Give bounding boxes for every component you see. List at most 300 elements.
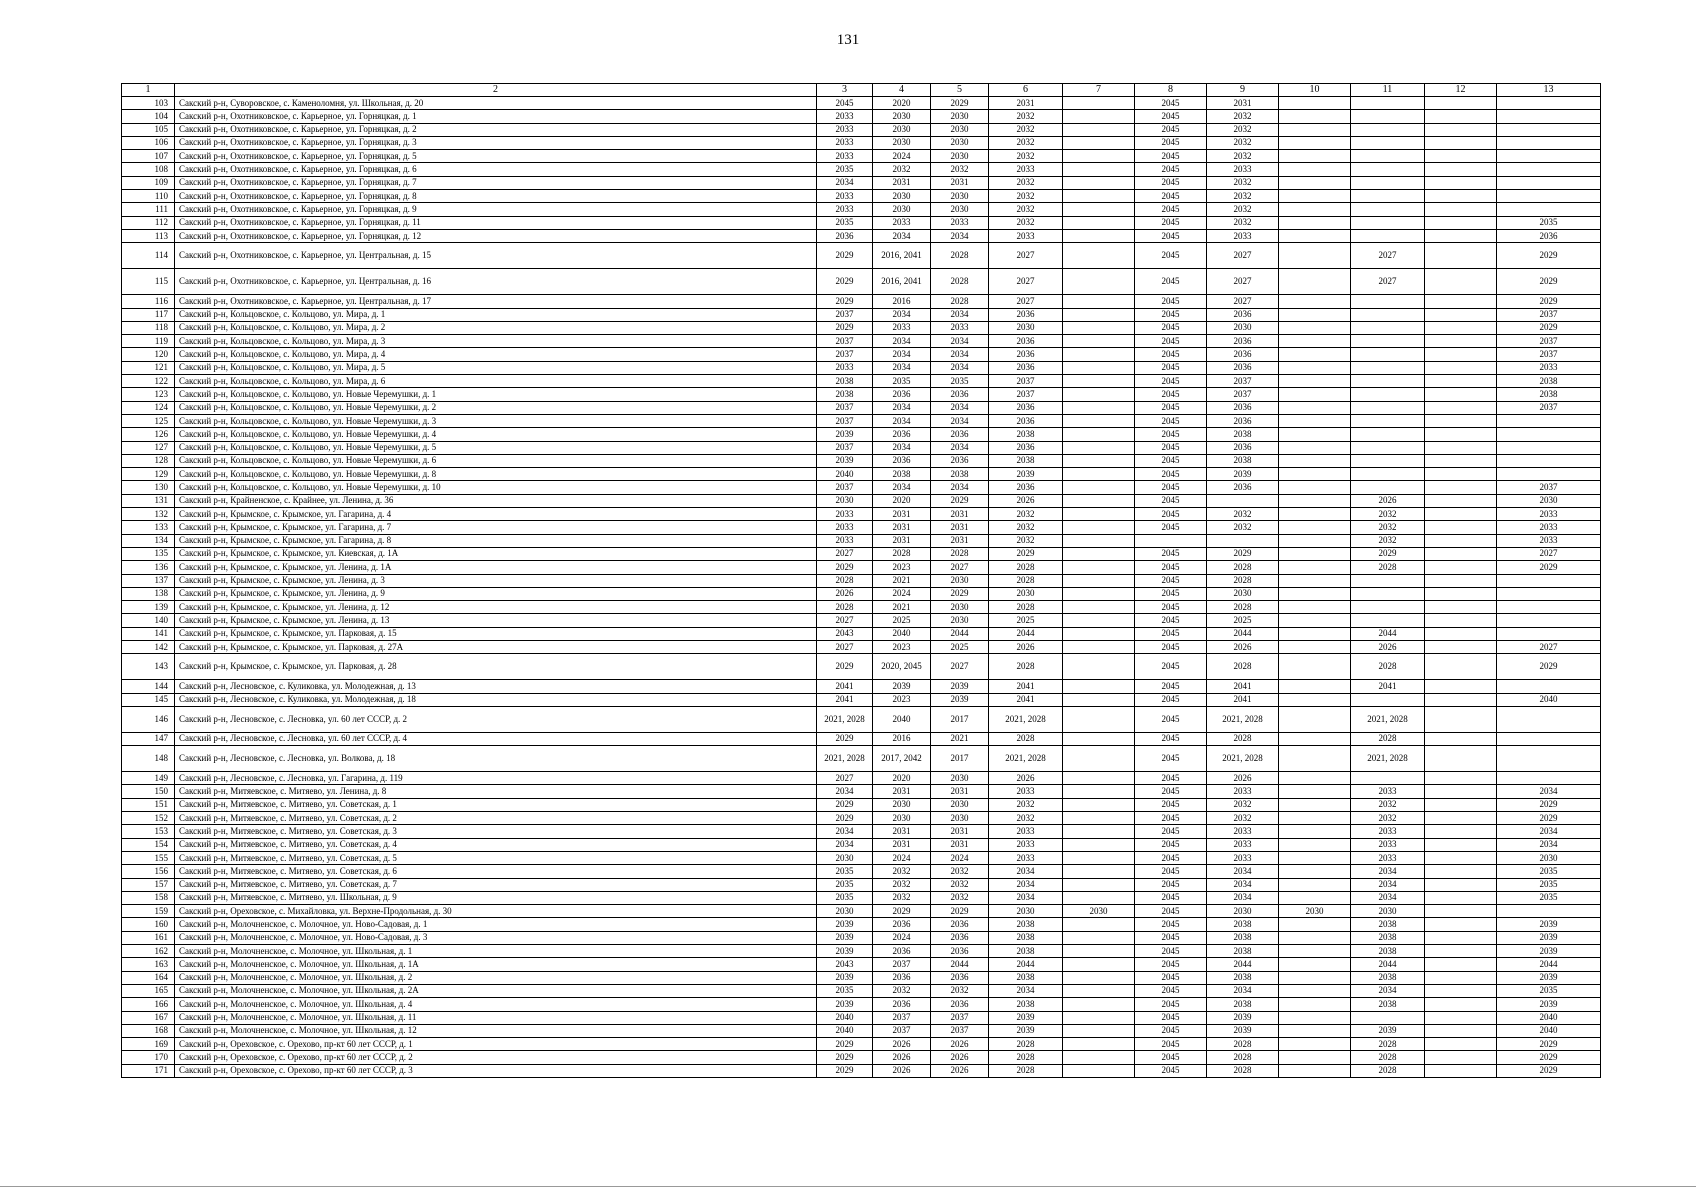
year-cell: 2033 [1351,851,1425,864]
year-cell: 2032 [989,150,1063,163]
row-number-cell: 155 [122,851,175,864]
year-cell: 2034 [817,838,873,851]
row-number-cell: 150 [122,785,175,798]
year-cell: 2045 [1135,812,1207,825]
year-cell [1425,321,1497,334]
row-number-cell: 109 [122,176,175,189]
year-cell: 2045 [1135,654,1207,680]
year-cell [1279,335,1351,348]
year-cell: 2033 [1207,229,1279,242]
year-cell [1497,587,1601,600]
table-row [122,441,1601,454]
year-cell [1279,481,1351,494]
year-cell: 2045 [1135,1064,1207,1077]
year-cell [1279,785,1351,798]
table-row [122,508,1601,521]
address-cell: Сакский р-н, Ореховское, с. Орехово, пр-кт 60 лет СССР, д. 3 [175,1064,817,1077]
row-number-cell: 106 [122,136,175,149]
row-number-cell: 108 [122,163,175,176]
address-cell: Сакский р-н, Ореховское, с. Орехово, пр-кт 60 лет СССР, д. 2 [175,1051,817,1064]
year-cell [1279,468,1351,481]
year-cell: 2031 [873,508,931,521]
year-cell: 2028 [989,574,1063,587]
year-cell: 2034 [1207,984,1279,997]
year-cell [1497,905,1601,918]
address-cell: Сакский р-н, Охотниковское, с. Карьерное, ул. Горняцкая, д. 12 [175,229,817,242]
year-cell: 2028 [1207,1051,1279,1064]
year-cell: 2029 [1497,243,1601,269]
year-cell [1279,614,1351,627]
year-cell [1425,110,1497,123]
year-cell: 2021, 2028 [989,746,1063,772]
address-cell: Сакский р-н, Крымское, с. Крымское, ул. Ленина, д. 1А [175,561,817,574]
year-cell: 2045 [1135,601,1207,614]
year-cell: 2028 [989,1051,1063,1064]
year-cell: 2036 [989,481,1063,494]
column-header-12: 12 [1425,84,1497,97]
year-cell: 2029 [817,1051,873,1064]
year-cell: 2032 [1207,123,1279,136]
year-cell: 2030 [931,601,989,614]
year-cell: 2016 [873,732,931,745]
year-cell: 2037 [989,388,1063,401]
year-cell: 2028 [989,561,1063,574]
year-cell [1063,243,1135,269]
year-cell: 2034 [1497,825,1601,838]
year-cell: 2036 [817,229,873,242]
year-cell [1425,918,1497,931]
year-cell: 2037 [873,1011,931,1024]
year-cell [1497,163,1601,176]
year-cell: 2030 [1207,587,1279,600]
year-cell: 2032 [989,812,1063,825]
address-cell: Сакский р-н, Крымское, с. Крымское, ул. Ленина, д. 13 [175,614,817,627]
address-cell: Сакский р-н, Охотниковское, с. Карьерное, ул. Центральная, д. 16 [175,269,817,295]
address-cell: Сакский р-н, Ореховское, с. Михайловка, ул. Верхне-Продольная, д. 30 [175,905,817,918]
year-cell: 2045 [1135,401,1207,414]
year-cell [1425,428,1497,441]
year-cell: 2034 [873,229,931,242]
row-number-cell: 152 [122,812,175,825]
address-cell: Сакский р-н, Охотниковское, с. Карьерное, ул. Горняцкая, д. 2 [175,123,817,136]
year-cell: 2037 [1497,481,1601,494]
year-cell: 2028 [1351,561,1425,574]
year-cell: 2028 [817,574,873,587]
year-cell: 2037 [1497,335,1601,348]
year-cell [1425,785,1497,798]
year-cell: 2045 [1135,561,1207,574]
year-cell [1279,454,1351,467]
year-cell [1063,971,1135,984]
year-cell: 2027 [1351,243,1425,269]
address-cell: Сакский р-н, Кольцовское, с. Кольцово, ул. Мира, д. 4 [175,348,817,361]
year-cell [1425,534,1497,547]
year-cell [1425,838,1497,851]
year-cell: 2032 [873,984,931,997]
year-cell: 2034 [931,414,989,427]
year-cell: 2029 [931,494,989,507]
table-row [122,627,1601,640]
year-cell [1279,1024,1351,1037]
year-cell: 2026 [989,640,1063,653]
year-cell: 2045 [1135,1011,1207,1024]
year-cell [1279,865,1351,878]
table-row [122,812,1601,825]
year-cell [1497,614,1601,627]
year-cell: 2034 [873,441,931,454]
row-number-cell: 137 [122,574,175,587]
year-cell: 2045 [1135,693,1207,706]
year-cell [1279,494,1351,507]
year-cell: 2038 [1351,998,1425,1011]
year-cell: 2032 [989,216,1063,229]
year-cell [1425,654,1497,680]
year-cell [1279,414,1351,427]
year-cell: 2039 [1497,998,1601,1011]
year-cell [1279,798,1351,811]
year-cell [1063,746,1135,772]
year-cell: 2031 [931,534,989,547]
year-cell [1279,534,1351,547]
year-cell: 2039 [931,693,989,706]
year-cell: 2028 [1351,1051,1425,1064]
address-cell: Сакский р-н, Крымское, с. Крымское, ул. Ленина, д. 3 [175,574,817,587]
year-cell: 2044 [1207,958,1279,971]
year-cell: 2045 [1135,150,1207,163]
year-cell: 2032 [1207,110,1279,123]
year-cell [1425,547,1497,560]
year-cell: 2032 [1351,798,1425,811]
address-cell: Сакский р-н, Крымское, с. Крымское, ул. Ленина, д. 9 [175,587,817,600]
year-cell: 2039 [873,680,931,693]
year-cell: 2032 [989,190,1063,203]
year-cell: 2045 [1135,521,1207,534]
year-cell [1279,295,1351,308]
year-cell: 2029 [817,295,873,308]
year-cell [1497,627,1601,640]
table-row [122,348,1601,361]
year-cell: 2027 [1497,547,1601,560]
year-cell [1279,508,1351,521]
table-row [122,308,1601,321]
table-row [122,321,1601,334]
year-cell: 2032 [989,798,1063,811]
year-cell: 2029 [1497,812,1601,825]
year-cell: 2033 [817,150,873,163]
year-cell: 2041 [989,693,1063,706]
year-cell: 2045 [1135,587,1207,600]
address-cell: Сакский р-н, Молочненское, с. Молочное, ул. Ново-Садовая, д. 1 [175,918,817,931]
year-cell: 2029 [817,654,873,680]
row-number-cell: 144 [122,680,175,693]
address-cell: Сакский р-н, Молочненское, с. Молочное, ул. Школьная, д. 12 [175,1024,817,1037]
year-cell: 2030 [873,110,931,123]
year-cell: 2045 [1135,203,1207,216]
year-cell: 2040 [817,1024,873,1037]
address-cell: Сакский р-н, Крымское, с. Крымское, ул. Парковая, д. 27А [175,640,817,653]
address-cell: Сакский р-н, Охотниковское, с. Карьерное, ул. Горняцкая, д. 1 [175,110,817,123]
address-cell: Сакский р-н, Охотниковское, с. Карьерное, ул. Горняцкая, д. 3 [175,136,817,149]
year-cell [1425,163,1497,176]
year-cell: 2027 [1497,640,1601,653]
year-cell: 2034 [1207,878,1279,891]
year-cell: 2030 [931,772,989,785]
year-cell: 2045 [1135,838,1207,851]
year-cell [1279,640,1351,653]
year-cell: 2034 [873,414,931,427]
table-row [122,561,1601,574]
year-cell [1425,1024,1497,1037]
year-cell: 2033 [1497,521,1601,534]
year-cell: 2045 [1135,428,1207,441]
year-cell: 2025 [1207,614,1279,627]
year-cell [1063,561,1135,574]
year-cell: 2031 [873,534,931,547]
year-cell [1351,1011,1425,1024]
address-cell: Сакский р-н, Молочненское, с. Молочное, ул. Школьная, д. 4 [175,998,817,1011]
table-row [122,984,1601,997]
year-cell [1497,680,1601,693]
year-cell [1063,123,1135,136]
year-cell [1425,176,1497,189]
year-cell: 2039 [1351,1024,1425,1037]
address-cell: Сакский р-н, Митяевское, с. Митяево, ул. Советская, д. 5 [175,851,817,864]
address-cell: Сакский р-н, Охотниковское, с. Карьерное, ул. Горняцкая, д. 9 [175,203,817,216]
year-cell: 2036 [1207,441,1279,454]
year-cell: 2038 [1351,918,1425,931]
year-cell [1279,163,1351,176]
year-cell [1425,706,1497,732]
year-cell: 2031 [989,97,1063,110]
year-cell: 2030 [931,190,989,203]
year-cell: 2036 [931,945,989,958]
year-cell: 2037 [817,441,873,454]
year-cell: 2039 [1207,468,1279,481]
row-number-cell: 154 [122,838,175,851]
address-cell: Сакский р-н, Лесновское, с. Лесновка, ул. 60 лет СССР, д. 4 [175,732,817,745]
year-cell [1351,321,1425,334]
year-cell [1425,812,1497,825]
year-cell [1063,190,1135,203]
year-cell: 2044 [931,958,989,971]
row-number-cell: 129 [122,468,175,481]
year-cell: 2045 [1135,481,1207,494]
schedule-table [121,83,1601,1078]
year-cell [1207,534,1279,547]
year-cell: 2036 [1207,401,1279,414]
year-cell: 2039 [931,680,989,693]
row-number-cell: 169 [122,1038,175,1051]
table-row [122,680,1601,693]
row-number-cell: 167 [122,1011,175,1024]
year-cell [1063,547,1135,560]
year-cell [1425,1038,1497,1051]
column-header-8: 8 [1135,84,1207,97]
year-cell: 2032 [873,865,931,878]
year-cell: 2036 [873,998,931,1011]
row-number-cell: 164 [122,971,175,984]
year-cell: 2034 [873,348,931,361]
year-cell: 2039 [817,918,873,931]
year-cell [1351,401,1425,414]
year-cell: 2034 [873,308,931,321]
year-cell: 2032 [1351,508,1425,521]
year-cell: 2045 [1135,441,1207,454]
year-cell: 2035 [1497,878,1601,891]
year-cell: 2039 [1207,1011,1279,1024]
year-cell [1425,375,1497,388]
year-cell [1063,454,1135,467]
row-number-cell: 165 [122,984,175,997]
year-cell: 2037 [817,335,873,348]
table-row [122,772,1601,785]
address-cell: Сакский р-н, Кольцовское, с. Кольцово, ул. Новые Черемушки, д. 5 [175,441,817,454]
year-cell: 2037 [1497,401,1601,414]
year-cell: 2036 [873,945,931,958]
year-cell: 2028 [931,269,989,295]
year-cell: 2027 [817,614,873,627]
year-cell: 2033 [989,229,1063,242]
year-cell [1497,732,1601,745]
year-cell: 2028 [1351,732,1425,745]
year-cell [1425,508,1497,521]
year-cell: 2034 [873,401,931,414]
column-header-6: 6 [989,84,1063,97]
year-cell [1063,587,1135,600]
table-row [122,838,1601,851]
year-cell [1279,216,1351,229]
year-cell [1425,931,1497,944]
year-cell [1063,150,1135,163]
year-cell: 2033 [817,508,873,521]
year-cell [1425,640,1497,653]
table-row [122,798,1601,811]
year-cell: 2027 [1351,269,1425,295]
year-cell: 2029 [817,798,873,811]
table-row [122,295,1601,308]
address-cell: Сакский р-н, Митяевское, с. Митяево, ул. Советская, д. 4 [175,838,817,851]
row-number-cell: 149 [122,772,175,785]
year-cell: 2028 [817,601,873,614]
year-cell [1063,521,1135,534]
year-cell [1425,825,1497,838]
year-cell [1425,97,1497,110]
year-cell: 2045 [1135,547,1207,560]
year-cell [1279,825,1351,838]
address-cell: Сакский р-н, Кольцовское, с. Кольцово, ул. Мира, д. 6 [175,375,817,388]
year-cell [1063,614,1135,627]
year-cell: 2030 [873,190,931,203]
year-cell: 2045 [1135,984,1207,997]
year-cell [1425,587,1497,600]
year-cell: 2020, 2045 [873,654,931,680]
table-row [122,587,1601,600]
year-cell [1063,1064,1135,1077]
year-cell: 2039 [817,971,873,984]
year-cell [1063,1011,1135,1024]
year-cell: 2041 [1207,680,1279,693]
year-cell: 2017 [931,706,989,732]
year-cell: 2033 [1207,825,1279,838]
year-cell: 2032 [989,203,1063,216]
year-cell: 2041 [1351,680,1425,693]
year-cell [1351,587,1425,600]
year-cell: 2045 [1135,97,1207,110]
year-cell [1351,574,1425,587]
year-cell [1063,163,1135,176]
year-cell [1279,97,1351,110]
year-cell: 2030 [1207,321,1279,334]
address-cell: Сакский р-н, Охотниковское, с. Карьерное, ул. Горняцкая, д. 7 [175,176,817,189]
year-cell: 2021, 2028 [817,746,873,772]
table-row [122,1038,1601,1051]
column-header-3: 3 [817,84,873,97]
row-number-cell: 159 [122,905,175,918]
table-row [122,110,1601,123]
year-cell: 2029 [931,97,989,110]
year-cell: 2036 [873,918,931,931]
year-cell [1063,574,1135,587]
year-cell: 2020 [873,772,931,785]
year-cell [1497,574,1601,587]
year-cell [1425,269,1497,295]
year-cell: 2045 [1135,998,1207,1011]
year-cell: 2034 [1497,785,1601,798]
address-cell: Сакский р-н, Молочненское, с. Молочное, ул. Школьная, д. 1А [175,958,817,971]
year-cell [1063,601,1135,614]
year-cell [1063,891,1135,904]
year-cell: 2039 [1497,971,1601,984]
row-number-cell: 111 [122,203,175,216]
year-cell: 2036 [989,414,1063,427]
year-cell: 2029 [1207,547,1279,560]
year-cell: 2029 [989,547,1063,560]
year-cell: 2030 [931,110,989,123]
table-row [122,574,1601,587]
year-cell [1279,574,1351,587]
year-cell [1425,693,1497,706]
year-cell [1351,454,1425,467]
year-cell: 2030 [873,136,931,149]
year-cell: 2036 [1207,481,1279,494]
row-number-cell: 125 [122,414,175,427]
year-cell: 2031 [873,825,931,838]
year-cell: 2045 [1135,746,1207,772]
table-row [122,640,1601,653]
year-cell: 2027 [989,269,1063,295]
year-cell: 2033 [873,216,931,229]
address-cell: Сакский р-н, Митяевское, с. Митяево, ул. Школьная, д. 9 [175,891,817,904]
year-cell: 2030 [873,123,931,136]
year-cell: 2032 [931,984,989,997]
year-cell [1425,136,1497,149]
row-number-cell: 157 [122,878,175,891]
year-cell: 2031 [1207,97,1279,110]
year-cell: 2032 [1207,508,1279,521]
year-cell: 2033 [817,203,873,216]
year-cell: 2034 [1207,891,1279,904]
year-cell: 2045 [1135,414,1207,427]
year-cell [1063,414,1135,427]
year-cell [1063,136,1135,149]
row-number-cell: 168 [122,1024,175,1037]
year-cell: 2036 [931,918,989,931]
year-cell: 2030 [1207,905,1279,918]
table-row [122,468,1601,481]
address-cell: Сакский р-н, Кольцовское, с. Кольцово, ул. Мира, д. 5 [175,361,817,374]
year-cell: 2032 [931,878,989,891]
year-cell: 2045 [1135,706,1207,732]
